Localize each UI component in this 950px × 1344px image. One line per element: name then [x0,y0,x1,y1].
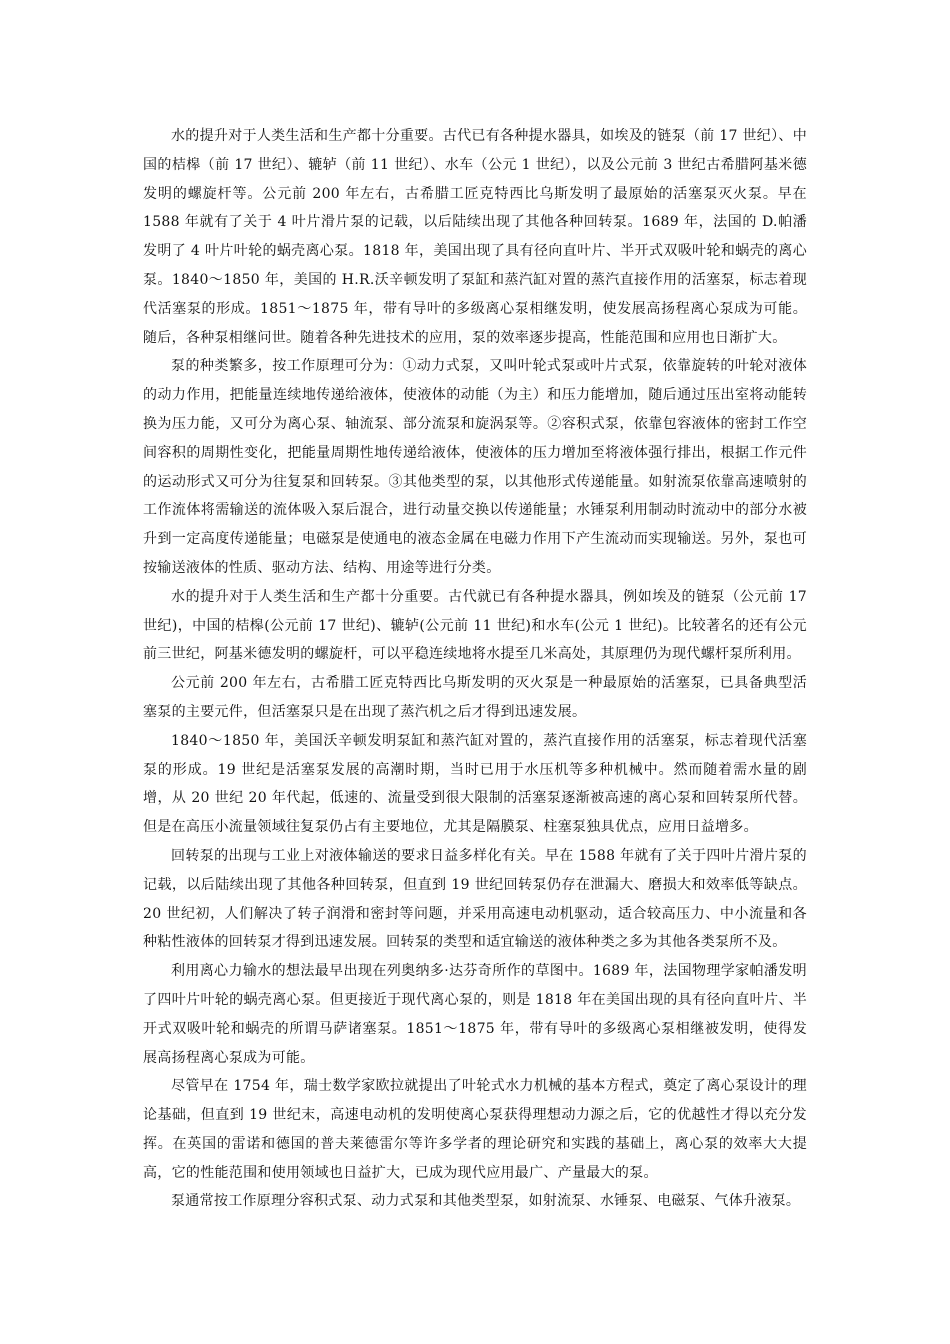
paragraph-modern-piston-pump: 1840～1850 年，美国沃辛顿发明泵缸和蒸汽缸对置的，蒸汽直接作用的活塞泵，标志着现代活塞泵的形成。19 世纪是活塞泵发展的高潮时期，当时已用于水压机等多种机械中。然而随着需水量的剧增，从 20 世纪 20 年代起，低速的、流量受到很大限制的活塞泵逐渐被高速的离心泵和回转泵所代替。但是在高压小流量领域往复泵仍占有主要地位，尤其是隔膜泵、柱塞泵独具优点，应用日益增多。 [143,732,807,836]
paragraph-centrifugal-pump-development: 尽管早在 1754 年，瑞士数学家欧拉就提出了叶轮式水力机械的基本方程式，奠定了离心泵设计的理论基础，但直到 19 世纪末，高速电动机的发明使离心泵获得理想动力源之后，它的优越性才得以充分发挥。在英国的雷诺和德国的普夫莱德雷尔等许多学者的理论研究和实践的基础上，离心泵的效率大大提高，它的性能范围和使用领域也日益扩大，已成为现代应用最广、产量最大的泵。 [143,1078,807,1181]
paragraph-piston-pump-origin: 公元前 200 年左右，古希腊工匠克特西比乌斯发明的灭火泵是一种最原始的活塞泵，已具备典型活塞泵的主要元件，但活塞泵只是在出现了蒸汽机之后才得到迅速发展。 [143,675,807,720]
paragraph-ancient-water-lifting: 水的提升对于人类生活和生产都十分重要。古代就已有各种提水器具，例如埃及的链泵（公元前 17 世纪)，中国的桔槔(公元前 17 世纪)、辘轳(公元前 11 世纪)和水车(公元 1 世纪)。比较著名的还有公元前三世纪，阿基米德发明的螺旋杆，可以平稳连续地将水提至几米高处，其原理仍为现代螺杆泵所利用。 [143,588,807,663]
paragraph-pump-classification: 泵的种类繁多，按工作原理可分为：①动力式泵，又叫叶轮式泵或叶片式泵，依靠旋转的叶轮对液体的动力作用，把能量连续地传递给液体，使液体的动能（为主）和压力能增加，随后通过压出室将动能转换为压力能，又可分为离心泵、轴流泵、部分流泵和旋涡泵等。②容积式泵，依靠包容液体的密封工作空间容积的周期性变化，把能量周期性地传递给液体，使液体的压力增加至将液体强行排出，根据工作元件的运动形式又可分为往复泵和回转泵。③其他类型的泵，以其他形式传递能量。如射流泵依靠高速喷射的工作流体将需输送的流体吸入泵后混合，进行动量交换以传递能量；水锤泵利用制动时流动中的部分水被升到一定高度传递能量；电磁泵是使通电的液态金属在电磁力作用下产生流动而实现输送。另外，泵也可按输送液体的性质、驱动方法、结构、用途等进行分类。 [143,358,807,576]
paragraph-pump-history-overview: 水的提升对于人类生活和生产都十分重要。古代已有各种提水器具，如埃及的链泵（前 17 世纪）、中国的桔槔（前 17 世纪）、辘轳（前 11 世纪）、水车（公元 1 世纪），以及公元前 3 世纪古希腊阿基米德发明的螺旋杆等。公元前 200 年左右，古希腊工匠克特西比乌斯发明了最原始的活塞泵灭火泵。早在 1588 年就有了关于 4 叶片滑片泵的记载，以后陆续出现了其他各种回转泵。1689 年，法国的 D.帕潘发明了 4 叶片叶轮的蜗壳离心泵。1818 年，美国出现了具有径向直叶片、半开式双吸叶轮和蜗壳的离心泵。1840～1850 年，美国的 H.R.沃辛顿发明了泵缸和蒸汽缸对置的蒸汽直接作用的活塞泵，标志着现代活塞泵的形成。1851～1875 年，带有导叶的多级离心泵相继发明，使发展高扬程离心泵成为可能。随后，各种泵相继问世。随着各种先进技术的应用，泵的效率逐步提高，性能范围和应用也日渐扩大。 [143,128,807,346]
paragraph-centrifugal-pump-origin: 利用离心力输水的想法最早出现在列奥纳多·达芬奇所作的草图中。1689 年，法国物理学家帕潘发明了四叶片叶轮的蜗壳离心泵。但更接近于现代离心泵的，则是 1818 年在美国出现的具有径向直叶片、半开式双吸叶轮和蜗壳的所谓马萨诸塞泵。1851～1875 年，带有导叶的多级离心泵相继被发明，使得发展高扬程离心泵成为可能。 [143,963,807,1066]
paragraph-pump-types-summary: 泵通常按工作原理分容积式泵、动力式泵和其他类型泵，如射流泵、水锤泵、电磁泵、气体升液泵。 [171,1193,801,1210]
paragraph-rotary-pump: 回转泵的出现与工业上对液体输送的要求日益多样化有关。早在 1588 年就有了关于四叶片滑片泵的记载，以后陆续出现了其他各种回转泵，但直到 19 世纪回转泵仍存在泄漏大、磨损大和效率低等缺点。20 世纪初，人们解决了转子润滑和密封等问题，并采用高速电动机驱动，适合较高压力、中小流量和各种粘性液体的回转泵才得到迅速发展。回转泵的类型和适宜输送的液体种类之多为其他各类泵所不及。 [143,847,807,951]
document-body [143,122,807,1216]
